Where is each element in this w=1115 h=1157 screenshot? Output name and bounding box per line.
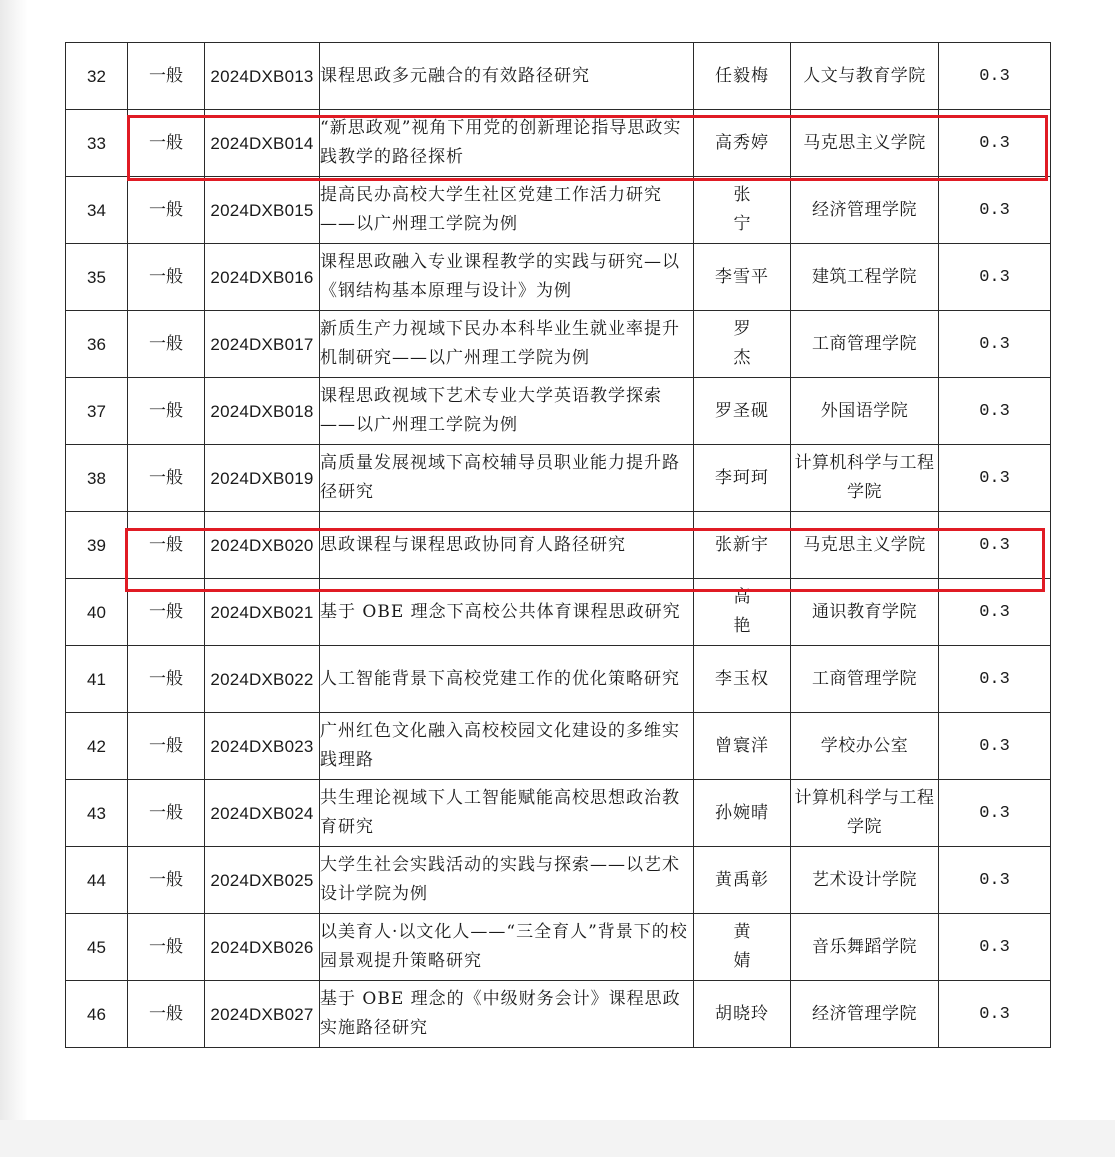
project-leader-cell: 胡晓玲	[694, 981, 791, 1048]
project-level-cell: 一般	[128, 311, 205, 378]
row-number-cell: 35	[66, 244, 128, 311]
project-level-cell: 一般	[128, 43, 205, 110]
table-row	[66, 311, 1051, 378]
project-leader-cell: 张 宁	[694, 177, 791, 244]
project-leader-cell: 曾寰洋	[694, 713, 791, 780]
table-row	[66, 981, 1051, 1048]
department-cell: 通识教育学院	[791, 579, 939, 646]
project-title-cell: 高质量发展视域下高校辅导员职业能力提升路径研究	[320, 445, 694, 512]
department-cell: 马克思主义学院	[791, 110, 939, 177]
row-number-cell: 32	[66, 43, 128, 110]
score-cell: 0.3	[939, 311, 1051, 378]
project-leader-cell: 李雪平	[694, 244, 791, 311]
project-code-cell: 2024DXB018	[205, 378, 320, 445]
row-number-cell: 42	[66, 713, 128, 780]
project-code-cell: 2024DXB019	[205, 445, 320, 512]
project-leader-cell: 孙婉晴	[694, 780, 791, 847]
score-cell: 0.3	[939, 579, 1051, 646]
department-cell: 工商管理学院	[791, 311, 939, 378]
project-code-cell: 2024DXB021	[205, 579, 320, 646]
score-cell: 0.3	[939, 646, 1051, 713]
project-leader-cell: 任毅梅	[694, 43, 791, 110]
project-level-cell: 一般	[128, 378, 205, 445]
score-cell: 0.3	[939, 780, 1051, 847]
table-row	[66, 244, 1051, 311]
project-leader-cell: 李玉权	[694, 646, 791, 713]
score-cell: 0.3	[939, 445, 1051, 512]
table-row	[66, 847, 1051, 914]
project-title-cell: 大学生社会实践活动的实践与探索——以艺术设计学院为例	[320, 847, 694, 914]
row-number-cell: 34	[66, 177, 128, 244]
department-cell: 音乐舞蹈学院	[791, 914, 939, 981]
project-title-cell: 基于 OBE 理念下高校公共体育课程思政研究	[320, 579, 694, 646]
table-row	[66, 378, 1051, 445]
table-row	[66, 445, 1051, 512]
row-number-cell: 36	[66, 311, 128, 378]
project-code-cell: 2024DXB022	[205, 646, 320, 713]
project-code-cell: 2024DXB016	[205, 244, 320, 311]
table-row	[66, 110, 1051, 177]
department-cell: 计算机科学与工程学院	[791, 445, 939, 512]
score-cell: 0.3	[939, 512, 1051, 579]
row-number-cell: 38	[66, 445, 128, 512]
row-number-cell: 44	[66, 847, 128, 914]
project-level-cell: 一般	[128, 512, 205, 579]
table-row	[66, 780, 1051, 847]
score-cell: 0.3	[939, 110, 1051, 177]
project-leader-cell: 高秀婷	[694, 110, 791, 177]
project-title-cell: 提高民办高校大学生社区党建工作活力研究——以广州理工学院为例	[320, 177, 694, 244]
department-cell: 学校办公室	[791, 713, 939, 780]
table-row	[66, 579, 1051, 646]
project-level-cell: 一般	[128, 780, 205, 847]
project-leader-cell: 李珂珂	[694, 445, 791, 512]
project-code-cell: 2024DXB026	[205, 914, 320, 981]
row-number-cell: 40	[66, 579, 128, 646]
score-cell: 0.3	[939, 378, 1051, 445]
project-title-cell: 共生理论视域下人工智能赋能高校思想政治教育研究	[320, 780, 694, 847]
project-title-cell: 思政课程与课程思政协同育人路径研究	[320, 512, 694, 579]
project-code-cell: 2024DXB015	[205, 177, 320, 244]
department-cell: 经济管理学院	[791, 981, 939, 1048]
project-leader-cell: 罗圣砚	[694, 378, 791, 445]
table-row	[66, 713, 1051, 780]
score-cell: 0.3	[939, 43, 1051, 110]
project-code-cell: 2024DXB017	[205, 311, 320, 378]
project-title-cell: “新思政观”视角下用党的创新理论指导思政实践教学的路径探析	[320, 110, 694, 177]
project-title-cell: 课程思政多元融合的有效路径研究	[320, 43, 694, 110]
project-title-cell: 新质生产力视域下民办本科毕业生就业率提升机制研究——以广州理工学院为例	[320, 311, 694, 378]
project-level-cell: 一般	[128, 244, 205, 311]
project-leader-cell: 张新宇	[694, 512, 791, 579]
project-code-cell: 2024DXB020	[205, 512, 320, 579]
department-cell: 艺术设计学院	[791, 847, 939, 914]
project-title-cell: 人工智能背景下高校党建工作的优化策略研究	[320, 646, 694, 713]
project-title-cell: 广州红色文化融入高校校园文化建设的多维实践理路	[320, 713, 694, 780]
project-level-cell: 一般	[128, 579, 205, 646]
project-code-cell: 2024DXB024	[205, 780, 320, 847]
table-body	[66, 43, 1051, 1048]
project-level-cell: 一般	[128, 914, 205, 981]
project-code-cell: 2024DXB025	[205, 847, 320, 914]
table-row	[66, 177, 1051, 244]
page-fold-shadow	[0, 0, 28, 1157]
project-leader-cell: 黄禹彰	[694, 847, 791, 914]
table-row	[66, 512, 1051, 579]
score-cell: 0.3	[939, 244, 1051, 311]
department-cell: 外国语学院	[791, 378, 939, 445]
project-leader-cell: 高 艳	[694, 579, 791, 646]
department-cell: 马克思主义学院	[791, 512, 939, 579]
project-code-cell: 2024DXB027	[205, 981, 320, 1048]
project-code-cell: 2024DXB014	[205, 110, 320, 177]
department-cell: 人文与教育学院	[791, 43, 939, 110]
project-level-cell: 一般	[128, 646, 205, 713]
department-cell: 建筑工程学院	[791, 244, 939, 311]
project-level-cell: 一般	[128, 177, 205, 244]
department-cell: 工商管理学院	[791, 646, 939, 713]
table-row	[66, 914, 1051, 981]
score-cell: 0.3	[939, 914, 1051, 981]
score-cell: 0.3	[939, 713, 1051, 780]
row-number-cell: 39	[66, 512, 128, 579]
row-number-cell: 46	[66, 981, 128, 1048]
score-cell: 0.3	[939, 177, 1051, 244]
project-list-table	[65, 42, 1051, 1048]
table-row	[66, 43, 1051, 110]
project-code-cell: 2024DXB013	[205, 43, 320, 110]
project-level-cell: 一般	[128, 981, 205, 1048]
row-number-cell: 37	[66, 378, 128, 445]
project-title-cell: 课程思政融入专业课程教学的实践与研究—以《钢结构基本原理与设计》为例	[320, 244, 694, 311]
table-row	[66, 646, 1051, 713]
project-level-cell: 一般	[128, 847, 205, 914]
department-cell: 计算机科学与工程学院	[791, 780, 939, 847]
row-number-cell: 43	[66, 780, 128, 847]
department-cell: 经济管理学院	[791, 177, 939, 244]
row-number-cell: 33	[66, 110, 128, 177]
project-code-cell: 2024DXB023	[205, 713, 320, 780]
project-title-cell: 基于 OBE 理念的《中级财务会计》课程思政实施路径研究	[320, 981, 694, 1048]
row-number-cell: 41	[66, 646, 128, 713]
project-leader-cell: 黄 婧	[694, 914, 791, 981]
project-leader-cell: 罗 杰	[694, 311, 791, 378]
project-level-cell: 一般	[128, 445, 205, 512]
project-title-cell: 课程思政视域下艺术专业大学英语教学探索——以广州理工学院为例	[320, 378, 694, 445]
row-number-cell: 45	[66, 914, 128, 981]
score-cell: 0.3	[939, 981, 1051, 1048]
project-level-cell: 一般	[128, 110, 205, 177]
project-title-cell: 以美育人·以文化人——“三全育人”背景下的校园景观提升策略研究	[320, 914, 694, 981]
project-level-cell: 一般	[128, 713, 205, 780]
page-bottom-shade	[0, 1120, 1115, 1157]
score-cell: 0.3	[939, 847, 1051, 914]
